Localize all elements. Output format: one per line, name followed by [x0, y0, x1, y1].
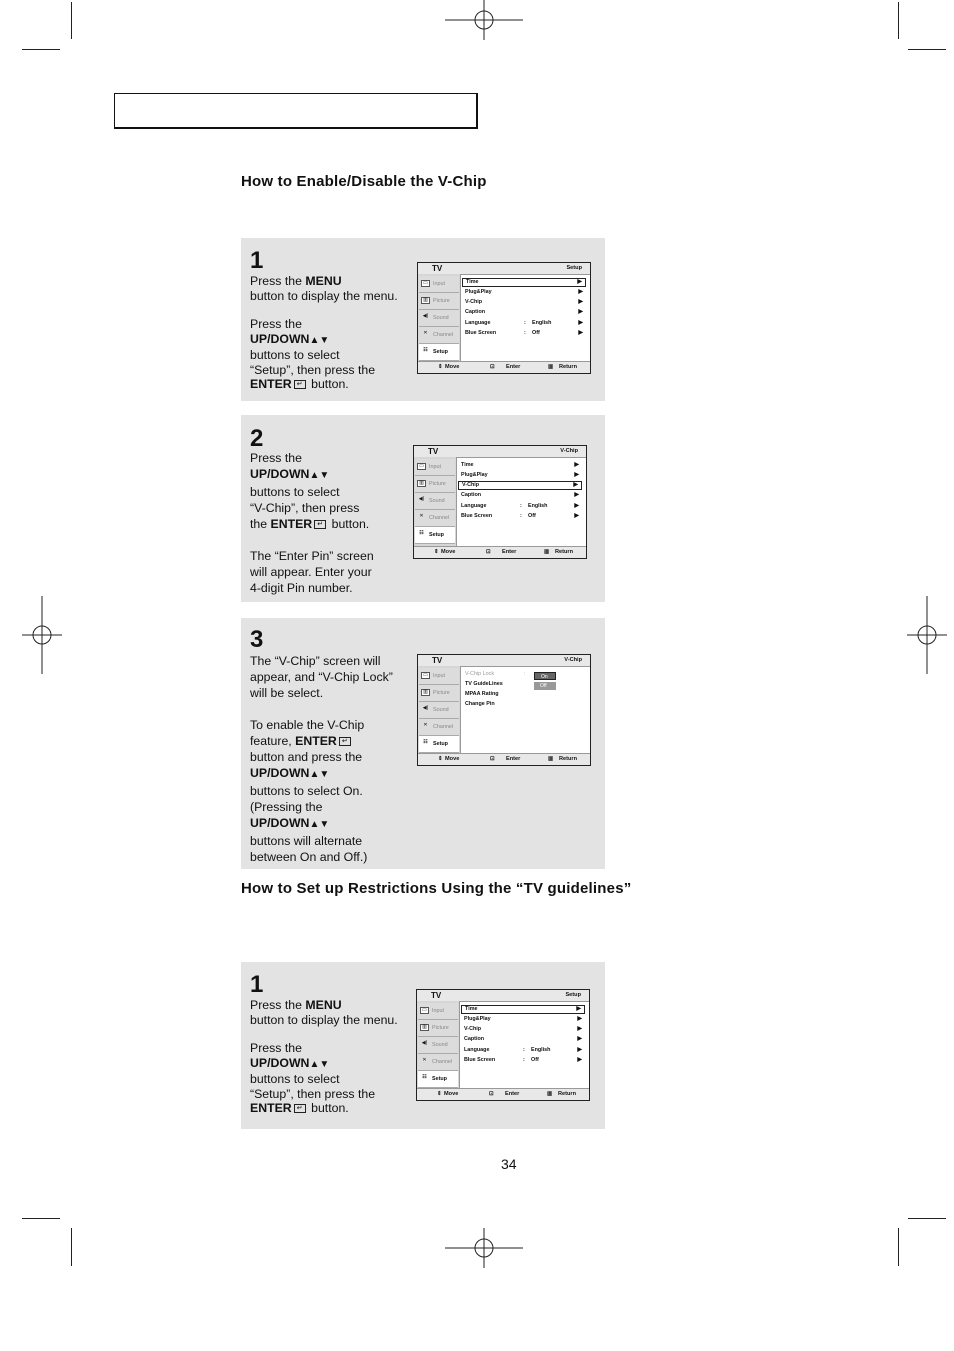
menu-item-label: Time — [466, 279, 479, 285]
step-text-bold: UP/DOWN — [250, 1055, 310, 1070]
move-icon: ⇕ — [434, 549, 439, 555]
sidebar-item-label: Sound — [433, 707, 449, 713]
sound-icon: ◀) — [422, 313, 429, 319]
menu-item-value: English — [531, 1047, 551, 1053]
step-text-bold: MENU — [305, 274, 342, 288]
sound-icon: ◀) — [422, 705, 429, 711]
move-icon: ⇕ — [438, 364, 443, 370]
arrow-right-icon: ▶ — [577, 1057, 582, 1063]
step-text-line: Press the — [250, 1041, 302, 1055]
return-icon: ▥ — [544, 549, 550, 555]
enter-icon: ↵ — [294, 1104, 306, 1113]
footer-return-label: Return — [555, 549, 574, 555]
footer-return-label: Return — [559, 364, 578, 370]
up-down-arrows-icon: ▲▼ — [309, 470, 330, 481]
step-text-bold: ENTER — [270, 517, 313, 531]
menu-item-value: Off — [532, 330, 540, 336]
step-text-bold: ENTER — [295, 734, 337, 748]
menu-item-value: Off — [528, 513, 536, 519]
menu-item-label: Language — [461, 503, 487, 509]
sidebar-item-label: Sound — [433, 315, 449, 321]
step-number: 1 — [250, 247, 264, 274]
menu-item-colon: : — [520, 503, 522, 509]
menu-item-label: Caption — [465, 309, 486, 315]
step-text-line: button. — [307, 377, 349, 391]
menu-item-label: Plug&Play — [465, 289, 492, 295]
step-text-line: Press the — [250, 998, 306, 1012]
registration-mark-icon — [445, 1228, 523, 1268]
step-text-line: buttons to select — [250, 485, 340, 499]
menu-item-label: Time — [461, 462, 474, 468]
arrow-right-icon: ▶ — [574, 492, 579, 498]
channel-icon: ✕ — [419, 513, 424, 519]
step-text-line: the — [250, 517, 271, 531]
sidebar-item-label: Picture — [433, 690, 450, 696]
sidebar-item-label: Channel — [432, 1059, 453, 1065]
menu-item-value: Off — [531, 1057, 539, 1063]
up-down-arrows-icon: ▲▼ — [309, 334, 330, 346]
picture-icon: ▥ — [421, 689, 430, 696]
menu-item-label: V-Chip Lock — [465, 671, 495, 677]
tv-menu-title: TV — [432, 656, 443, 665]
menu-item-colon: : — [524, 330, 526, 336]
footer-enter-label: Enter — [505, 1091, 520, 1097]
sidebar-item-label: Input — [433, 281, 445, 287]
sidebar-item-label: Channel — [433, 332, 454, 338]
step-text-bold: UP/DOWN — [250, 816, 310, 830]
move-icon: ⇕ — [438, 756, 443, 762]
step-panel — [241, 618, 605, 869]
footer-move-label: Move — [441, 549, 456, 555]
tv-menu-footer — [417, 1088, 589, 1100]
setup-icon: ☷ — [423, 739, 428, 745]
crop-mark — [898, 2, 899, 39]
step-text-line: button and press the — [250, 750, 363, 764]
menu-item-label: V-Chip — [465, 299, 483, 305]
footer-return-label: Return — [558, 1091, 577, 1097]
step-text-line: buttons to select On. — [250, 784, 363, 798]
vchip-option-on: On — [534, 672, 556, 680]
arrow-right-icon: ▶ — [573, 482, 578, 488]
tv-menu-sidebar — [418, 666, 461, 754]
section-title: How to Enable/Disable the V-Chip — [241, 173, 487, 190]
enter-icon: ↵ — [294, 380, 306, 389]
menu-item-value: English — [528, 503, 548, 509]
channel-icon: ✕ — [423, 330, 428, 336]
menu-item-label: Blue Screen — [461, 513, 493, 519]
step-text-line: will be select. — [250, 686, 324, 700]
arrow-right-icon: ▶ — [578, 289, 583, 295]
sound-icon: ◀) — [421, 1040, 428, 1046]
tv-menu-sidebar — [418, 274, 461, 362]
enter-icon: ⊡ — [490, 364, 495, 370]
sidebar-item-label: Input — [429, 464, 441, 470]
tv-menu-screen-name: Setup — [566, 265, 582, 271]
menu-item-label: Change Pin — [465, 701, 495, 707]
crop-mark — [71, 2, 72, 39]
tv-menu-title: TV — [432, 264, 443, 273]
step-text-line: button. — [307, 1101, 349, 1115]
menu-item-colon: : — [523, 1057, 525, 1063]
sidebar-item-label: Sound — [429, 498, 445, 504]
tv-menu-screen-name: Setup — [565, 992, 581, 998]
sidebar-item-label: Input — [432, 1008, 444, 1014]
step-text-bold: ENTER — [250, 377, 292, 391]
registration-mark-icon — [445, 0, 523, 40]
section-title: How to Set up Restrictions Using the “TV guidelines” — [241, 880, 632, 897]
step-text-bold: UP/DOWN — [250, 766, 310, 780]
registration-mark-icon — [907, 596, 947, 674]
up-down-arrows-icon: ▲▼ — [309, 1058, 330, 1070]
menu-item-label: Plug&Play — [464, 1016, 491, 1022]
footer-move-label: Move — [445, 756, 460, 762]
picture-icon: ▥ — [420, 1024, 429, 1031]
footer-move-label: Move — [444, 1091, 459, 1097]
setup-icon: ☷ — [419, 530, 424, 536]
vchip-option-off: Off — [534, 682, 556, 690]
menu-item-label: V-Chip — [464, 1026, 482, 1032]
menu-item-colon: : — [520, 513, 522, 519]
arrow-right-icon: ▶ — [577, 1026, 582, 1032]
tv-menu-sidebar — [414, 457, 457, 547]
tv-menu-screen-name: V-Chip — [564, 657, 582, 663]
step-text-line: button to display the menu. — [250, 1012, 398, 1027]
tv-menu-footer — [414, 546, 586, 558]
input-icon: ▭ — [421, 672, 430, 679]
enter-icon: ↵ — [339, 737, 351, 746]
sound-icon: ◀) — [418, 496, 425, 502]
menu-item-label: Blue Screen — [465, 330, 497, 336]
setup-icon: ☷ — [422, 1074, 427, 1080]
input-icon: ▭ — [421, 280, 430, 287]
tv-menu-footer — [418, 753, 590, 765]
tv-menu-screenshot — [416, 989, 590, 1101]
footer-enter-label: Enter — [506, 756, 521, 762]
crop-mark — [22, 49, 60, 50]
sidebar-item-label: Setup — [432, 1076, 447, 1082]
channel-icon: ✕ — [423, 722, 428, 728]
sidebar-item-label: Setup — [433, 741, 448, 747]
arrow-right-icon: ▶ — [577, 1036, 582, 1042]
step-number: 3 — [250, 626, 264, 653]
arrow-right-icon: ▶ — [577, 1016, 582, 1022]
arrow-right-icon: ▶ — [577, 279, 582, 285]
step-text-line: “Setup”, then press the — [250, 1086, 376, 1101]
sidebar-item-label: Picture — [432, 1025, 449, 1031]
arrow-right-icon: ▶ — [574, 513, 579, 519]
enter-icon: ⊡ — [489, 1091, 494, 1097]
crop-mark — [908, 49, 946, 50]
tv-menu-title: TV — [431, 991, 442, 1000]
sidebar-item-label: Setup — [433, 349, 448, 355]
menu-item-label: V-Chip — [462, 482, 480, 488]
step-text-line: feature, — [250, 734, 296, 748]
step-text-line: Press the — [250, 274, 306, 288]
picture-icon: ▥ — [421, 297, 430, 304]
arrow-right-icon: ▶ — [578, 320, 583, 326]
sidebar-item-label: Channel — [429, 515, 450, 521]
tv-menu-footer — [418, 361, 590, 373]
step-text-line: “V-Chip”, then press — [250, 501, 360, 515]
menu-item-label: MPAA Rating — [465, 691, 499, 697]
up-down-arrows-icon: ▲▼ — [309, 819, 330, 830]
menu-item-value: English — [532, 320, 552, 326]
step-text-bold: MENU — [305, 998, 342, 1012]
footer-move-label: Move — [445, 364, 460, 370]
step-text-bold: ENTER — [250, 1101, 292, 1115]
step-text-line: The “Enter Pin” screen — [250, 549, 374, 563]
channel-icon: ✕ — [422, 1057, 427, 1063]
arrow-right-icon: ▶ — [578, 299, 583, 305]
tv-menu-screenshot — [417, 262, 591, 374]
tv-menu-title: TV — [428, 447, 439, 456]
sidebar-item-label: Channel — [433, 724, 454, 730]
arrow-right-icon: ▶ — [578, 330, 583, 336]
sidebar-item-label: Picture — [429, 481, 446, 487]
step-instructions — [250, 653, 393, 865]
step-number: 1 — [250, 971, 264, 998]
step-text-bold: UP/DOWN — [250, 331, 310, 346]
arrow-right-icon: ▶ — [576, 1006, 581, 1012]
picture-icon: ▥ — [417, 480, 426, 487]
up-down-arrows-icon: ▲▼ — [309, 769, 330, 780]
footer-enter-label: Enter — [506, 364, 521, 370]
step-instructions — [250, 450, 374, 596]
step-panel — [241, 415, 605, 602]
menu-item-label: Plug&Play — [461, 472, 488, 478]
step-text-line: appear, and “V-Chip Lock” — [250, 670, 393, 684]
step-text-line: To enable the V-Chip — [250, 718, 365, 732]
registration-mark-icon — [22, 596, 62, 674]
sidebar-item-label: Sound — [432, 1042, 448, 1048]
move-icon: ⇕ — [437, 1091, 442, 1097]
tv-menu-sidebar — [417, 1001, 460, 1089]
tv-menu-screen-name: V-Chip — [560, 448, 578, 454]
enter-icon: ⊡ — [486, 549, 491, 555]
menu-item-label: Language — [464, 1047, 490, 1053]
step-text-line: “Setup”, then press the — [250, 362, 376, 377]
step-text-line: between On and Off.) — [250, 850, 368, 864]
step-instructions — [250, 274, 398, 392]
arrow-right-icon: ▶ — [574, 472, 579, 478]
menu-item-label: Caption — [464, 1036, 485, 1042]
enter-icon: ↵ — [314, 520, 326, 529]
step-text-line: The “V-Chip” screen will — [250, 654, 381, 668]
step-text-line: 4-digit Pin number. — [250, 581, 353, 595]
footer-return-label: Return — [559, 756, 578, 762]
enter-icon: ⊡ — [490, 756, 495, 762]
step-text-line: (Pressing the — [250, 800, 323, 814]
arrow-right-icon: ▶ — [578, 309, 583, 315]
input-icon: ▭ — [417, 463, 426, 470]
setup-icon: ☷ — [423, 347, 428, 353]
sidebar-item-label: Picture — [433, 298, 450, 304]
arrow-right-icon: ▶ — [574, 503, 579, 509]
return-icon: ▥ — [548, 364, 554, 370]
arrow-right-icon: ▶ — [577, 1047, 582, 1053]
step-text-line: button to display the menu. — [250, 288, 398, 303]
crop-mark — [71, 1228, 72, 1266]
tv-menu-screenshot — [417, 654, 591, 766]
step-text-bold: UP/DOWN — [250, 467, 310, 481]
crop-mark — [22, 1218, 60, 1219]
arrow-right-icon: ▶ — [574, 462, 579, 468]
step-panel — [241, 238, 605, 401]
step-text-line: buttons to select — [250, 348, 340, 362]
step-instructions — [250, 998, 398, 1116]
step-text-line: Press the — [250, 451, 302, 465]
sidebar-item-label: Input — [433, 673, 445, 679]
crop-mark — [898, 1228, 899, 1266]
footer-enter-label: Enter — [502, 549, 517, 555]
return-icon: ▥ — [548, 756, 554, 762]
sidebar-item-label: Setup — [429, 532, 444, 538]
menu-item-label: Caption — [461, 492, 482, 498]
menu-item-colon: : — [524, 671, 526, 677]
step-text-line: buttons to select — [250, 1072, 340, 1086]
menu-item-label: TV GuideLines — [465, 681, 503, 687]
return-icon: ▥ — [547, 1091, 553, 1097]
menu-item-colon: : — [523, 1047, 525, 1053]
step-text-line: Press the — [250, 317, 302, 331]
menu-item-label: Language — [465, 320, 491, 326]
step-text-line: buttons will alternate — [250, 834, 363, 848]
input-icon: ▭ — [420, 1007, 429, 1014]
step-text-line: button. — [328, 517, 370, 531]
crop-mark — [908, 1218, 946, 1219]
page-number: 34 — [501, 1156, 517, 1172]
menu-item-label: Blue Screen — [464, 1057, 496, 1063]
menu-item-label: Time — [465, 1006, 478, 1012]
step-panel — [241, 962, 605, 1129]
tv-menu-screenshot — [413, 445, 587, 559]
step-text-line: will appear. Enter your — [250, 565, 372, 579]
menu-item-colon: : — [524, 320, 526, 326]
step-number: 2 — [250, 425, 264, 452]
header-box — [114, 93, 478, 129]
